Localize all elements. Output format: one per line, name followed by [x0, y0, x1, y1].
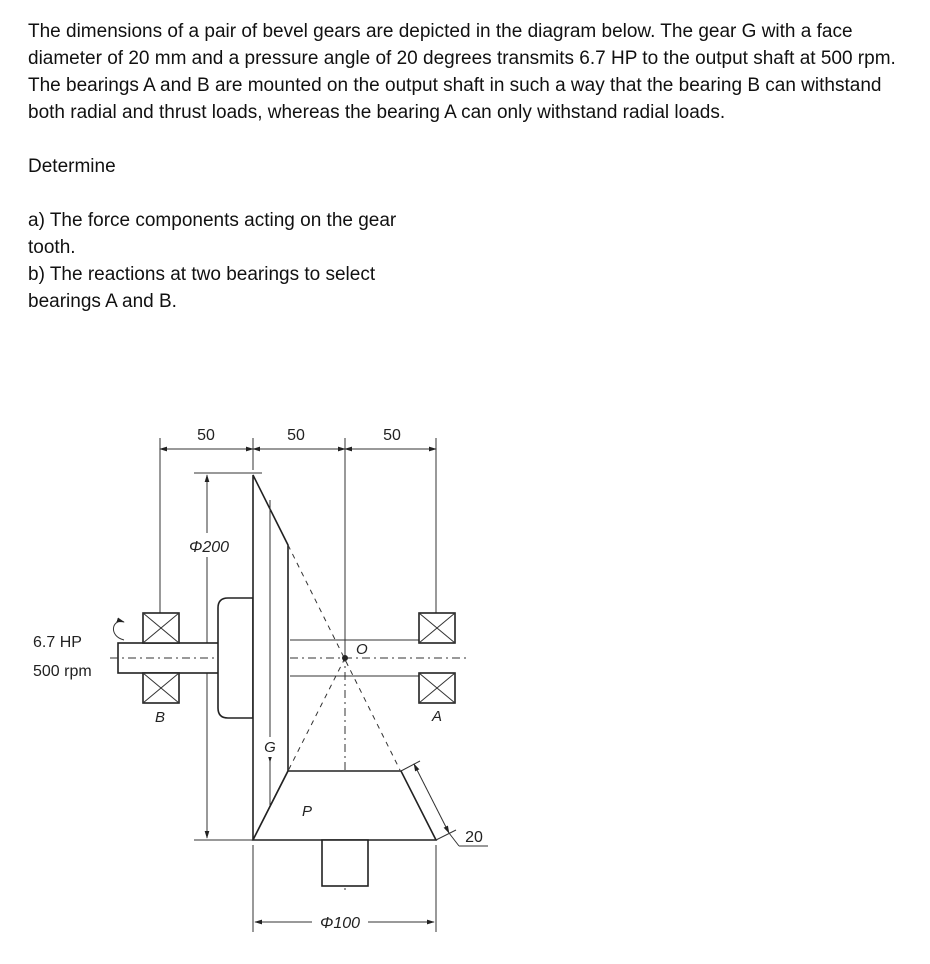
dim-top-3: 50 [383, 427, 401, 444]
pinion-p [253, 771, 436, 886]
pinion-label: P [301, 803, 313, 820]
determine-heading: Determine [28, 156, 116, 177]
dim-face-width: 20 [465, 829, 483, 846]
dim-top-2: 50 [287, 427, 305, 444]
power-label: 6.7 HP [33, 634, 82, 651]
dim-gear-diameter: Φ200 [188, 539, 230, 556]
dim-top-1: 50 [197, 427, 215, 444]
gear-label: G [264, 739, 276, 756]
apex-label: O [356, 641, 368, 658]
bearing-b-label: B [154, 709, 166, 726]
gear-hub [218, 598, 253, 718]
bearing-a-label: A [431, 708, 443, 725]
dim-pinion-diameter: Φ100 [319, 915, 361, 932]
part-a: a) The force components acting on the gear tooth. [28, 210, 397, 258]
part-b: b) The reactions at two bearings to select bearings A and B. [28, 264, 376, 312]
problem-intro: The dimensions of a pair of bevel gears are depicted in the diagram below. The gear G with a face diameter of 20 mm and a pressure angle of 20 degrees transmits 6.7 HP to the output shaft at 500 rpm. The bearings A and B are mounted on the output shaft in such a way that the bearing B can withstand both radial and thrust loads, whereas the bearing A can only withstand radial loads. [28, 21, 896, 123]
speed-label: 500 rpm [33, 663, 92, 680]
